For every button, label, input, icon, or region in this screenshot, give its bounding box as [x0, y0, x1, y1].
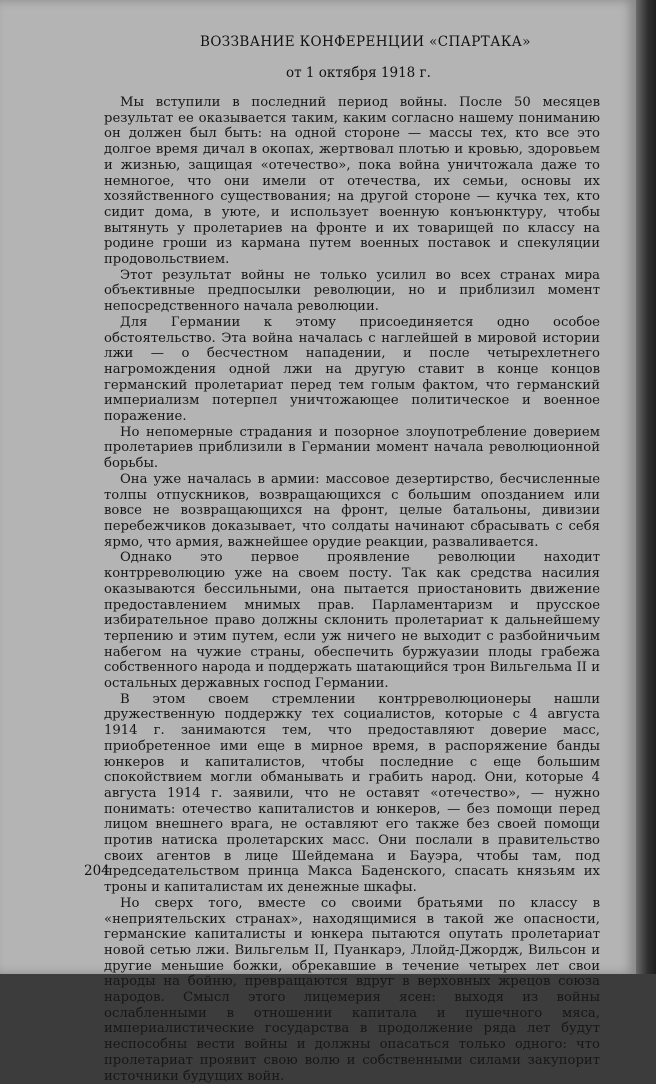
book-spine-edge — [636, 0, 656, 974]
page-number: 204 — [84, 863, 110, 879]
body-text — [104, 95, 600, 1084]
paragraph: Однако это первое проявление революции находит контрреволюцию уже на своем посту. Так как средства насилия оказываются бессильными, она пытается приостановить движение предоставлением мнимых прав. Парламентаризм и прусское избирательное право должны склонить пролетариат к дальнейшему терпению и этим путем, если уж ничего не выходит с разбойничьим набегом на чужие страны, обеспечить буржуазии плоды грабежа собственного народа и поддержать шатающийся трон Вильгельма II и остальных державных господ Германии. — [104, 550, 600, 692]
paragraph: В этом своем стремлении контрреволюционеры нашли дружественную поддержку тех социалистов, которые с 4 августа 1914 г. занимаются тем, что предоставляют доверие масс, приобретенное ими еще в мирное время, в распоряжение банды юнкеров и капиталистов, чтобы последние с еще большим спокойствием могли обманывать и грабить народ. Они, которые 4 августа 1914 г. заявили, что не оставят «отечество», — нужно понимать: отечество капиталистов и юнкеров, — без помощи перед лицом внешнего врага, не оставляют его также без своей помощи против натиска пролетарских масс. Они послали в правительство своих агентов в лице Шейдемана и Бауэра, чтобы там, под председательством принца Макса Баденского, спасать князьям их троны и капиталистам их денежные шкафы. — [104, 691, 600, 896]
paragraph: Для Германии к этому присоединяется одно особое обстоятельство. Эта война началась с наглейшей в мировой истории лжи — о бесчестном нападении, и после четырехлетнего нагромождения одной лжи на другую ставит в конце концов германский пролетариат перед тем голым фактом, что германский империализм потерпел уничтожающее политическое и военное поражение. — [104, 314, 600, 425]
document-date: от 1 октября 1918 г. — [286, 65, 431, 81]
paragraph: Этот результат войны не только усилил во всех странах мира объективные предпосылки революции, но и приблизил момент непосредственного начала революции. — [104, 267, 600, 315]
paragraph: Она уже началась в армии: массовое дезертирство, бесчисленные толпы отпускников, возвращающихся с большим опозданием или вовсе не возвращающихся на фронт, целые батальоны, дивизии перебежчиков доказывает, что солдаты начинают сбрасывать с себя ярмо, что армия, важнейшее орудие реакции, разваливается. — [104, 471, 600, 550]
document-title: ВОЗЗВАНИЕ КОНФЕРЕНЦИИ «СПАРТАКА» — [200, 34, 531, 50]
paragraph: Но сверх того, вместе со своими братьями по классу в «неприятельских странах», находящимися в такой же опасности, германские капиталисты и юнкера пытаются опутать пролетариат новой сетью лжи. Вильгельм II, Пуанкарэ, Ллойд-Джордж, Вильсон и другие меньшие божки, обрекавшие в течение четырех лет свои народы на бойню, превращаются вдруг в верховных жрецов союза народов. Смысл этого лицемерия ясен: выходя из войны ослабленными в отношении капитала и пушечного мяса, империалистические государства в продолжение ряда лет будут неспособны вести войны и должны опасаться только одного: что пролетариат проявит свою волю и собственными силами закупорит источники будущих войн. — [104, 895, 600, 1084]
paragraph: Мы вступили в последний период войны. После 50 месяцев результат ее оказывается таким, каким согласно нашему пониманию он должен был быть: на одной стороне — массы тех, кто все это долгое время дичал в окопах, жертвовал плотью и кровью, здоровьем и жизнью, защищая «отечество», пока война уничтожала даже то немногое, что они имели от отечества, их семьи, основы их хозяйственного существования; на другой стороне — кучка тех, кто сидит дома, в уюте, и использует военную конъюнктуру, чтобы вытянуть у пролетариев на фронте и их товарищей по классу на родине гроши из кармана путем военных поставок и спекуляции продовольствием. — [104, 95, 600, 268]
paragraph: Но непомерные страдания и позорное злоупотребление доверием пролетариев приблизили в Германии момент начала революционной борьбы. — [104, 424, 600, 472]
